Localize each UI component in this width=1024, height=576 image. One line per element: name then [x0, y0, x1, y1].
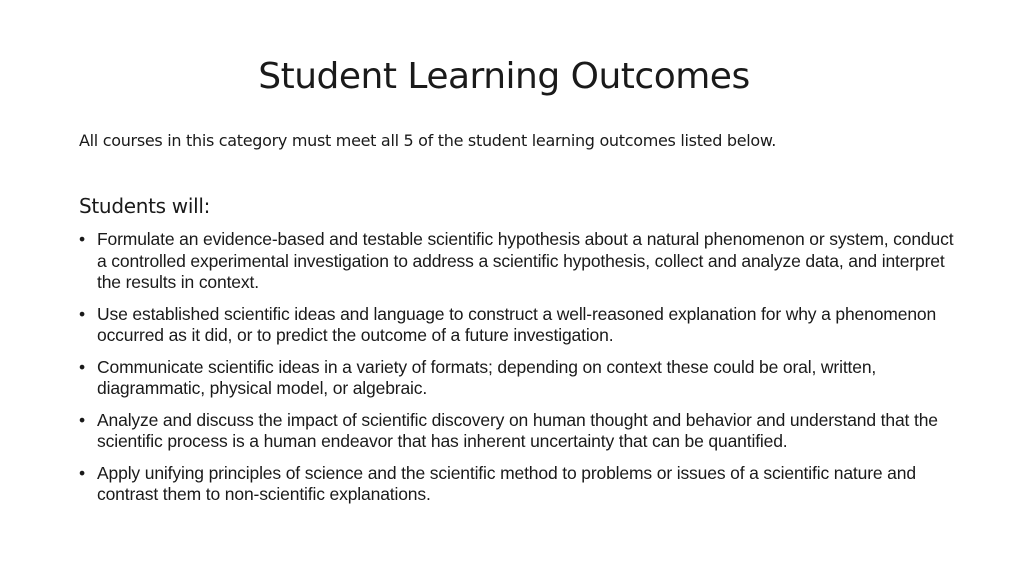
- outcome-item: • Apply unifying principles of science and the scientific method to problems or issues of a scientific nature and contrast them to non-scientific explanations.: [79, 463, 959, 506]
- intro-text: All courses in this category must meet all 5 of the student learning outcomes listed below.: [79, 131, 777, 150]
- outcome-item: • Communicate scientific ideas in a variety of formats; depending on context these could be oral, written, diagrammatic, physical model, or algebraic.: [79, 357, 959, 400]
- outcomes-list: [79, 229, 959, 516]
- slide-title: Student Learning Outcomes: [258, 56, 750, 97]
- lead-text: Students will:: [79, 194, 211, 218]
- outcome-item: • Analyze and discuss the impact of scientific discovery on human thought and behavior and understand that the scientific process is a human endeavor that has inherent uncertainty that can be quantified.: [79, 410, 959, 453]
- outcome-item: • Formulate an evidence-based and testable scientific hypothesis about a natural phenomenon or system, conduct a controlled experimental investigation to address a scientific hypothesis, collect and analyze data, and interpret the results in context.: [79, 229, 959, 294]
- outcome-item: • Use established scientific ideas and language to construct a well-reasoned explanation for why a phenomenon occurred as it did, or to predict the outcome of a future investigation.: [79, 304, 959, 347]
